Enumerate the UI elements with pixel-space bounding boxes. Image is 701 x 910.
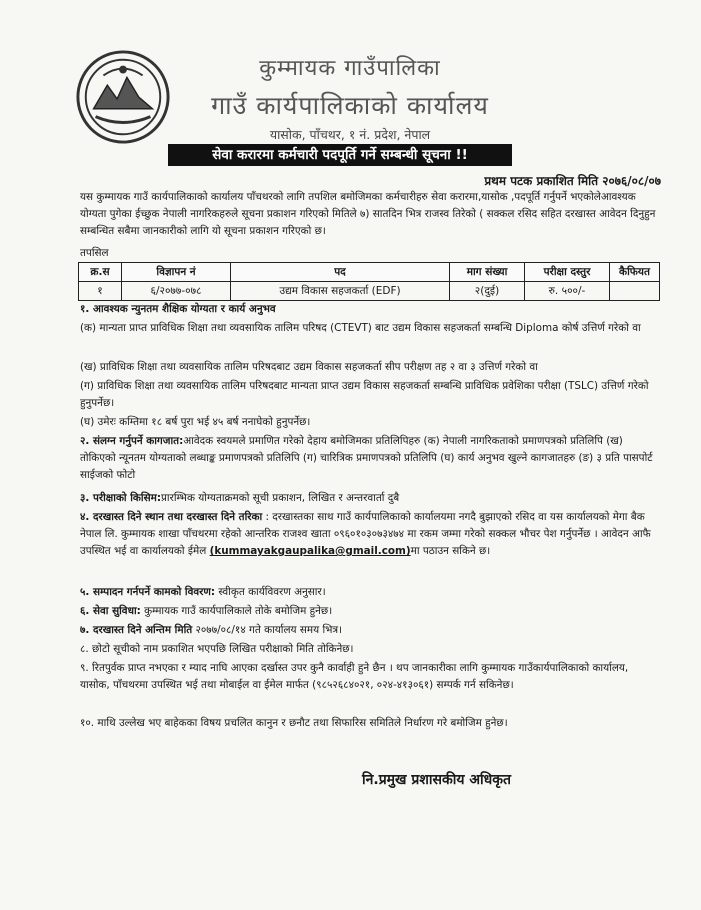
- section-3-text: प्रारम्भिक योग्यताक्रमको सूची प्रकाशन, लिखित र अन्तरवार्ता दुबै: [161, 492, 400, 504]
- section-6-label: ६. सेवा सुविधा:: [80, 605, 141, 617]
- section-1-heading: १. आवश्यक न्युनतम शैक्षिक योग्यता र कार्य अनुभव: [80, 303, 276, 315]
- section-8: ८. छोटो सूचीको नाम प्रकाशित भएपछि लिखित परीक्षाको मिति तोकिनेछ।: [80, 643, 354, 655]
- section-5-label: ५. सम्पादन गर्नपर्ने कामको विवरण:: [80, 586, 216, 598]
- table-header-row: [79, 263, 660, 282]
- section-2-text: आवेदक स्वयमले प्रमाणित गरेको देहाय बमोजिमका प्रतिलिपिहरु (क) नेपाली नागरिकताको प्रमाणपत्रको प्रतिलिपि (ख) तोकिएको न्यूनतम योग्यताको लब्धाङ्क प्रमाणपत्रको प्रतिलिपि (ग) चारित्रिक प्रमाणपत्रको प्रतिलिपि (घ) कार्य अनुभव खुल्ने कागजातहरु (ङ) ३ प्रति पासपोर्ट साईजको फोटो: [80, 435, 653, 481]
- section-3-label: ३. परीक्षाको किसिम:: [80, 492, 161, 504]
- section-4-tail: मा पठाउन सकिने छ।: [410, 545, 491, 557]
- section-1-d: (घ) उमेरः कम्तिमा १८ बर्ष पुरा भई ४५ बर्ष ननाघेको हुनुपर्नेछ।: [80, 416, 311, 428]
- section-7: [80, 622, 658, 639]
- cell-fee: रु. ५००/-: [525, 282, 610, 301]
- office-name: गाउँ कार्यपालिकाको कार्यालय: [211, 91, 489, 120]
- cell-post: उद्यम विकास सहजकर्ता (EDF): [231, 282, 450, 301]
- publish-date: प्रथम पटक प्रकाशित मिति २०७६/०८/०७: [484, 174, 661, 188]
- table-row: [79, 282, 660, 301]
- intro-paragraph: यस कुम्मायक गाउँ कार्यपालिकाको कार्यालय पाँचथरको लागि तपशिल बमोजिमका कर्मचारीहरु सेवा करारमा,यासोक ,पदपूर्ति गर्नुपर्ने भएकोलेआवश्यक योग्यता पुगेका ईच्छुक नेपाली नागरिकहरुले सूचना प्रकाशन गरिएको मितिले ७) सातदिन भित्र राजस्व तिरेको ( सक्कल रसिद सहित दरखास्त आवेदन दिनुहुन सम्बन्धित सबैमा जानकारीको लागि यो सूचना प्रकाशन गरिएको छ।: [80, 191, 656, 237]
- section-4-label: ४. दरखास्त दिने स्थान तथा दरखास्त दिने तरिका: [80, 511, 263, 523]
- col-header-post: पद: [231, 263, 450, 282]
- nepal-emblem-icon: [74, 48, 172, 146]
- vacancy-table: [78, 262, 660, 301]
- tapsil-label: तपसिल: [80, 247, 109, 259]
- org-name: कुम्मायक गाउँपालिका: [259, 56, 441, 81]
- section-5-text: स्वीकृत कार्यविवरण अनुसार।: [215, 586, 326, 598]
- section-2-label: २. संलग्न गर्नुपर्ने कागजात:: [80, 435, 184, 447]
- col-header-remarks: कैफियत: [610, 263, 660, 282]
- section-7-label: ७. दरखास्त दिने अन्तिम मिति: [80, 624, 193, 636]
- section-1-b: (ख) प्राविधिक शिक्षा तथा व्यवसायिक तालिम परिषदबाट उद्यम विकास सहजकर्ता सीप परीक्षण तह २ वा ३ उत्तिर्ण गरेको वा: [80, 361, 538, 373]
- col-header-sn: क्र.स: [79, 263, 122, 282]
- col-header-ad-no: विज्ञापन नं: [122, 263, 231, 282]
- notice-title: सेवा करारमा कर्मचारी पदपूर्ति गर्ने सम्बन्धी सूचना !!: [168, 144, 512, 166]
- section-4: [80, 509, 658, 560]
- section-9: ९. रितपुर्वक प्राप्त नभएका र म्याद नाघि आएका दर्खास्त उपर कुनै कार्वाही हुने छैन । थप जानकारीका लागि कुम्मायक गाउँकार्यपालिकाको कार्यालय, यासोक, पाँचथरमा उपस्थित भई तथा मोबाईल वा ईमेल मार्फत (९८५२६८४०२१, ०२४-४१३०६१) सम्पर्क गर्न सकिनेछ।: [80, 662, 629, 691]
- section-6: [80, 603, 658, 620]
- col-header-fee: परीक्षा दस्तुर: [525, 263, 610, 282]
- section-10: १०. माथि उल्लेख भए बाहेकका विषय प्रचलित कानुन र छनौट तथा सिफारिस समितिले निर्धारण गरे बमोजिम हुनेछ।: [80, 717, 508, 729]
- signature-title: नि.प्रमुख प्रशासकीय अधिकृत: [362, 772, 511, 788]
- section-1-a: (क) मान्यता प्राप्त प्राविधिक शिक्षा तथा व्यवसायिक तालिम परिषद (CTEVT) बाट उद्यम विकास सहजकर्ता सम्बन्धि Diploma कोर्ष उत्तिर्ण गरेको वा: [80, 322, 641, 334]
- cell-remarks: [610, 282, 660, 301]
- cell-demand: २(दुई): [450, 282, 525, 301]
- section-7-text: २०७७/०८/१४ गते कार्यालय समय भित्र।: [192, 624, 343, 636]
- col-header-demand: माग संख्या: [450, 263, 525, 282]
- section-4-text: : दरखास्तका साथ गाउँ कार्यपालिकाको कार्यालयमा नगदै बुझाएको रसिद वा यस कार्यालयको मेगा बैक नेपाल लि. कुम्मायक शाखा पाँचथरमा रहेको आन्तरिक राजश्व खाता ०९६०१०३०७३४७४ मा रकम जम्मा गरेको सक्कल भौचर पेश गर्नुपर्नेछ । आवेदन आफै उपस्थित भई वा कार्यालयको ईमेल: [80, 511, 651, 557]
- cell-sn: १: [79, 282, 122, 301]
- office-address: यासोक, पाँचथर, १ नं. प्रदेश, नेपाल: [269, 127, 431, 142]
- section-1-c: (ग) प्राविधिक शिक्षा तथा व्यवसायिक तालिम परिषदबाट मान्यता प्राप्त उद्यम विकास सहजकर्ता सम्बन्धि प्राविधिक प्रवेशिका परीक्षा (TSLC) उत्तिर्ण गरेको हुनुपर्नेछ।: [80, 380, 649, 409]
- section-5: [80, 584, 658, 601]
- cell-ad-no: ६/२०७७-०७८: [122, 282, 231, 301]
- section-2: [80, 433, 658, 484]
- section-3: [80, 490, 658, 507]
- office-email-link[interactable]: (kummayakgaupalika@gmail.com): [209, 545, 411, 557]
- section-6-text: कुम्मायक गाउँ कार्यपालिकाले तोके बमोजिम हुनेछ।: [140, 605, 333, 617]
